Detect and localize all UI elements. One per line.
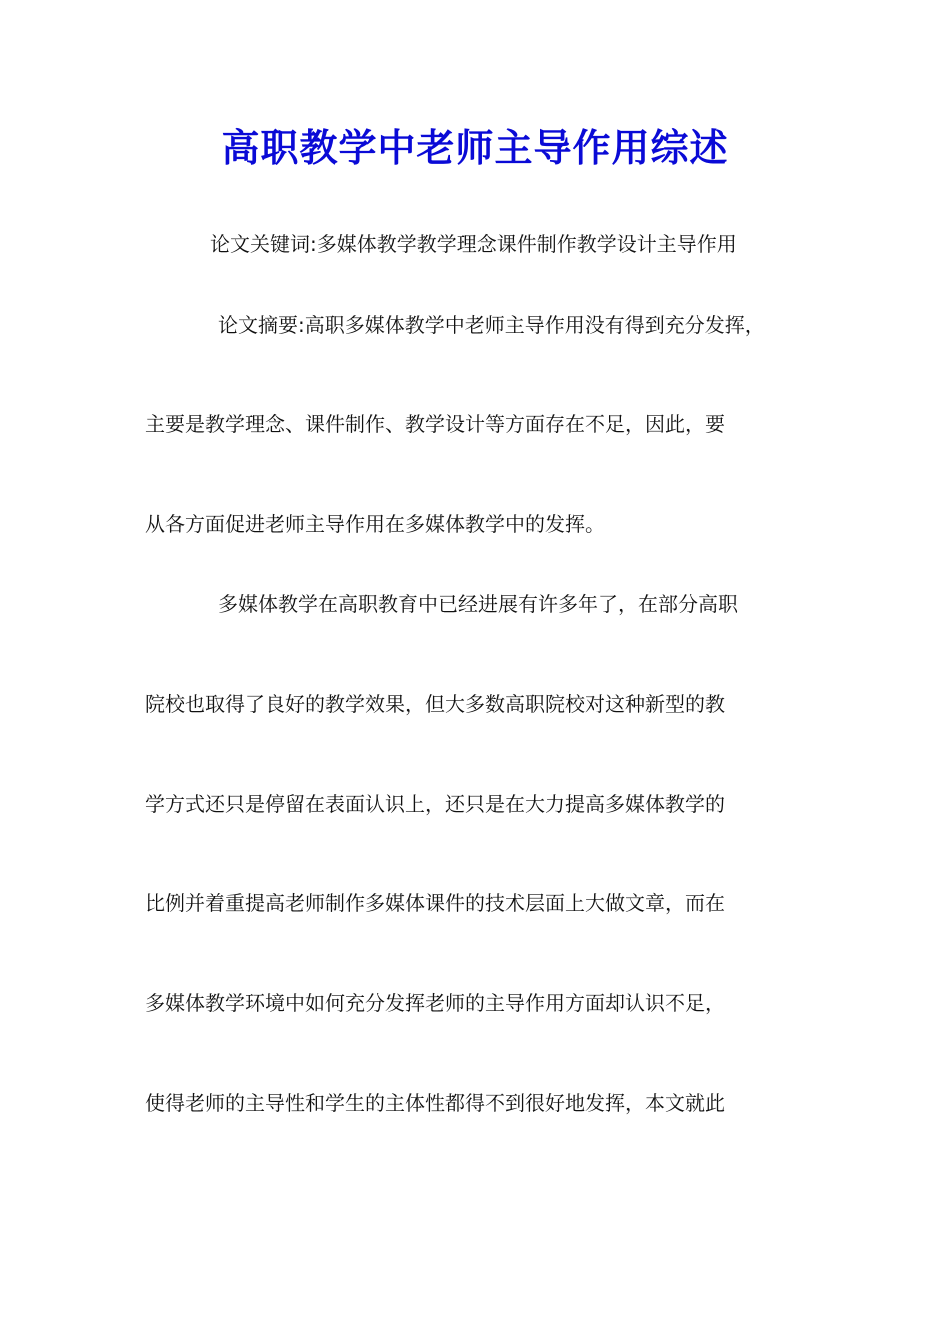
abstract-line: 主要是教学理念、课件制作、教学设计等方面存在不足，因此，要 — [145, 412, 725, 436]
abstract-line: 论文摘要:高职多媒体教学中老师主导作用没有得到充分发挥， — [218, 313, 765, 337]
abstract-line: 从各方面促进老师主导作用在多媒体教学中的发挥。 — [145, 512, 605, 536]
body-text-line: 比例并着重提高老师制作多媒体课件的技术层面上大做文章，而在 — [145, 891, 725, 915]
document-title: 高职教学中老师主导作用综述 — [221, 125, 729, 170]
body-text-line: 学方式还只是停留在表面认识上，还只是在大力提高多媒体教学的 — [145, 792, 725, 816]
body-text-line: 多媒体教学在高职教育中已经进展有许多年了，在部分高职 — [218, 592, 738, 616]
body-text-line: 多媒体教学环境中如何充分发挥老师的主导作用方面却认识不足， — [145, 991, 725, 1015]
body-text-line: 使得老师的主导性和学生的主体性都得不到很好地发挥，本文就此 — [145, 1091, 725, 1115]
body-text-line: 院校也取得了良好的教学效果，但大多数高职院校对这种新型的教 — [145, 692, 725, 716]
keywords-line: 论文关键词:多媒体教学教学理念课件制作教学设计主导作用 — [210, 232, 737, 256]
